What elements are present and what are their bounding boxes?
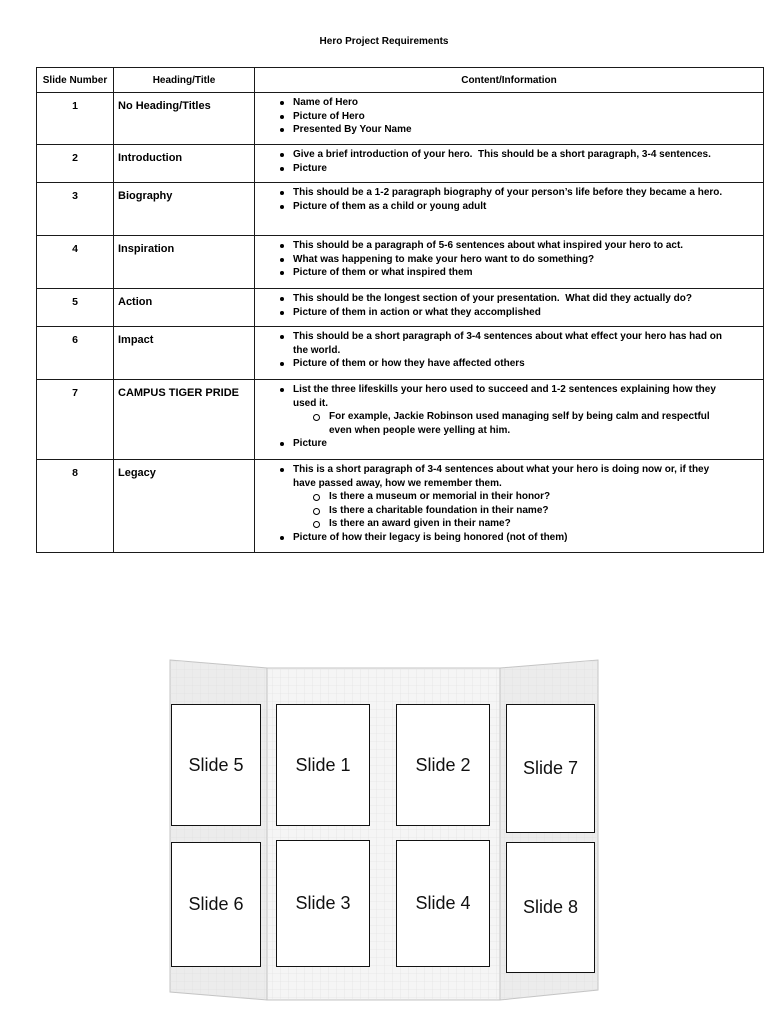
slide-box-3 [276, 840, 370, 967]
bullet-text: List the three lifeskills your hero used to succeed and 1-2 sentences explaining how they used it. [293, 384, 719, 409]
bullet-text: This is a short paragraph of 3-4 sentences about what your hero is doing now or, if they have passed away, how we remember them. [293, 464, 712, 489]
slide-box-6 [171, 842, 261, 967]
slide-label: Slide 5 [188, 754, 244, 775]
heading-title-cell: Introduction [114, 145, 255, 183]
heading-title-cell: No Heading/Titles [114, 93, 255, 145]
slide-number-cell: 1 [37, 93, 114, 145]
bullet-item [293, 200, 733, 214]
bullet-list [255, 186, 733, 213]
slide-label: Slide 3 [295, 893, 351, 913]
bullet-list [255, 239, 733, 280]
bullet-list [255, 330, 733, 371]
sub-bullet-text: Is there a charitable foundation in their name? [329, 504, 549, 516]
bullet-list [255, 96, 733, 137]
slide-box-4 [396, 840, 490, 967]
requirements-table [36, 67, 764, 553]
bullet-text: Name of Hero [293, 97, 359, 108]
bullet-item [293, 357, 733, 371]
bullet-item [293, 266, 733, 280]
content-cell [255, 460, 764, 553]
tri-fold-board-diagram [160, 645, 610, 1010]
sub-bullet-item [329, 517, 733, 531]
table-row [37, 145, 764, 183]
sub-bullet-item [329, 490, 733, 504]
bullet-item [293, 123, 733, 137]
slide-label: Slide 2 [415, 754, 471, 775]
bullet-item [293, 463, 733, 531]
content-cell [255, 183, 764, 236]
bullet-text: Picture [293, 438, 327, 449]
bullet-item [293, 96, 733, 110]
table-row [37, 236, 764, 289]
slide-box-2 [396, 704, 490, 826]
slide-number-cell: 2 [37, 145, 114, 183]
table-header-row [37, 68, 764, 93]
table-row [37, 93, 764, 145]
sub-bullet-text: For example, Jackie Robinson used managing self by being calm and respectful even when people were yelling at him. [329, 411, 713, 436]
slide-label: Slide 7 [522, 758, 579, 778]
slide-box-8 [506, 842, 595, 973]
heading-title-cell: Inspiration [114, 236, 255, 289]
heading-title-cell: Action [114, 289, 255, 327]
content-cell [255, 236, 764, 289]
heading-title-cell: CAMPUS TIGER PRIDE [114, 380, 255, 460]
slide-number-cell: 8 [37, 460, 114, 553]
content-cell [255, 289, 764, 327]
heading-title-cell: Biography [114, 183, 255, 236]
bullet-list [255, 463, 733, 544]
column-header-slide-number: Slide Number [37, 68, 114, 93]
table-row [37, 460, 764, 553]
bullet-text: What was happening to make your hero want to do something? [293, 253, 595, 265]
slide-label: Slide 6 [188, 894, 244, 914]
bullet-item [293, 383, 733, 437]
table-row [37, 183, 764, 236]
slide-number-cell: 3 [37, 183, 114, 236]
sub-bullet-list [293, 410, 733, 437]
sub-bullet-list [293, 490, 733, 531]
slide-box-5 [171, 704, 261, 826]
bullet-text: Picture of Hero [293, 110, 365, 122]
sub-bullet-text: Is there an award given in their name? [329, 518, 511, 529]
slide-number-cell: 7 [37, 380, 114, 460]
bullet-item [293, 253, 733, 267]
bullet-list [255, 148, 733, 175]
slide-number-cell: 5 [37, 289, 114, 327]
bullet-text: Picture of how their legacy is being honored (not of them) [293, 531, 568, 543]
table-row [37, 289, 764, 327]
bullet-item [293, 148, 733, 162]
slide-label: Slide 1 [295, 754, 351, 775]
slide-box-7 [506, 704, 595, 833]
bullet-text: Picture of them or what inspired them [293, 267, 473, 278]
heading-title-cell: Legacy [114, 460, 255, 553]
bullet-item [293, 306, 733, 320]
sub-bullet-item [329, 410, 733, 437]
content-cell [255, 327, 764, 380]
content-cell [255, 145, 764, 183]
bullet-text: Picture of them in action or what they accomplished [293, 306, 541, 318]
heading-title-cell: Impact [114, 327, 255, 380]
bullet-item [293, 437, 733, 451]
sub-bullet-item [329, 504, 733, 518]
bullet-text: This should be the longest section of your presentation. What did they actually do? [293, 293, 692, 304]
bullet-list [255, 383, 733, 451]
sub-bullet-text: Is there a museum or memorial in their honor? [329, 491, 551, 502]
bullet-text: Give a brief introduction of your hero. This should be a short paragraph, 3-4 sentences. [293, 149, 711, 160]
bullet-text: This should be a paragraph of 5-6 sentences about what inspired your hero to act. [293, 240, 684, 251]
table-row [37, 380, 764, 460]
bullet-text: Picture of them or how they have affected others [293, 358, 525, 369]
slide-number-cell: 4 [37, 236, 114, 289]
bullet-item [293, 110, 733, 124]
bullet-text: Picture of them as a child or young adult [293, 200, 487, 212]
bullet-item [293, 162, 733, 176]
bullet-item [293, 186, 733, 200]
bullet-item [293, 292, 733, 306]
bullet-item [293, 239, 733, 253]
bullet-text: This should be a short paragraph of 3-4 sentences about what effect your hero has had on the world. [293, 331, 725, 356]
content-cell [255, 93, 764, 145]
bullet-text: Presented By Your Name [293, 124, 412, 135]
bullet-list [255, 292, 733, 319]
slide-label: Slide 4 [415, 893, 471, 913]
bullet-text: Picture [293, 162, 327, 174]
content-cell [255, 380, 764, 460]
document-title: Hero Project Requirements [319, 36, 449, 47]
bullet-item [293, 531, 733, 545]
slide-label: Slide 8 [522, 897, 579, 917]
table-row [37, 327, 764, 380]
column-header-heading-title: Heading/Title [114, 68, 255, 93]
slide-number-cell: 6 [37, 327, 114, 380]
bullet-item [293, 330, 733, 357]
column-header-content-information: Content/Information [255, 68, 764, 93]
bullet-text: This should be a 1-2 paragraph biography of your person’s life before they became a hero. [293, 187, 723, 198]
slide-box-1 [276, 704, 370, 826]
